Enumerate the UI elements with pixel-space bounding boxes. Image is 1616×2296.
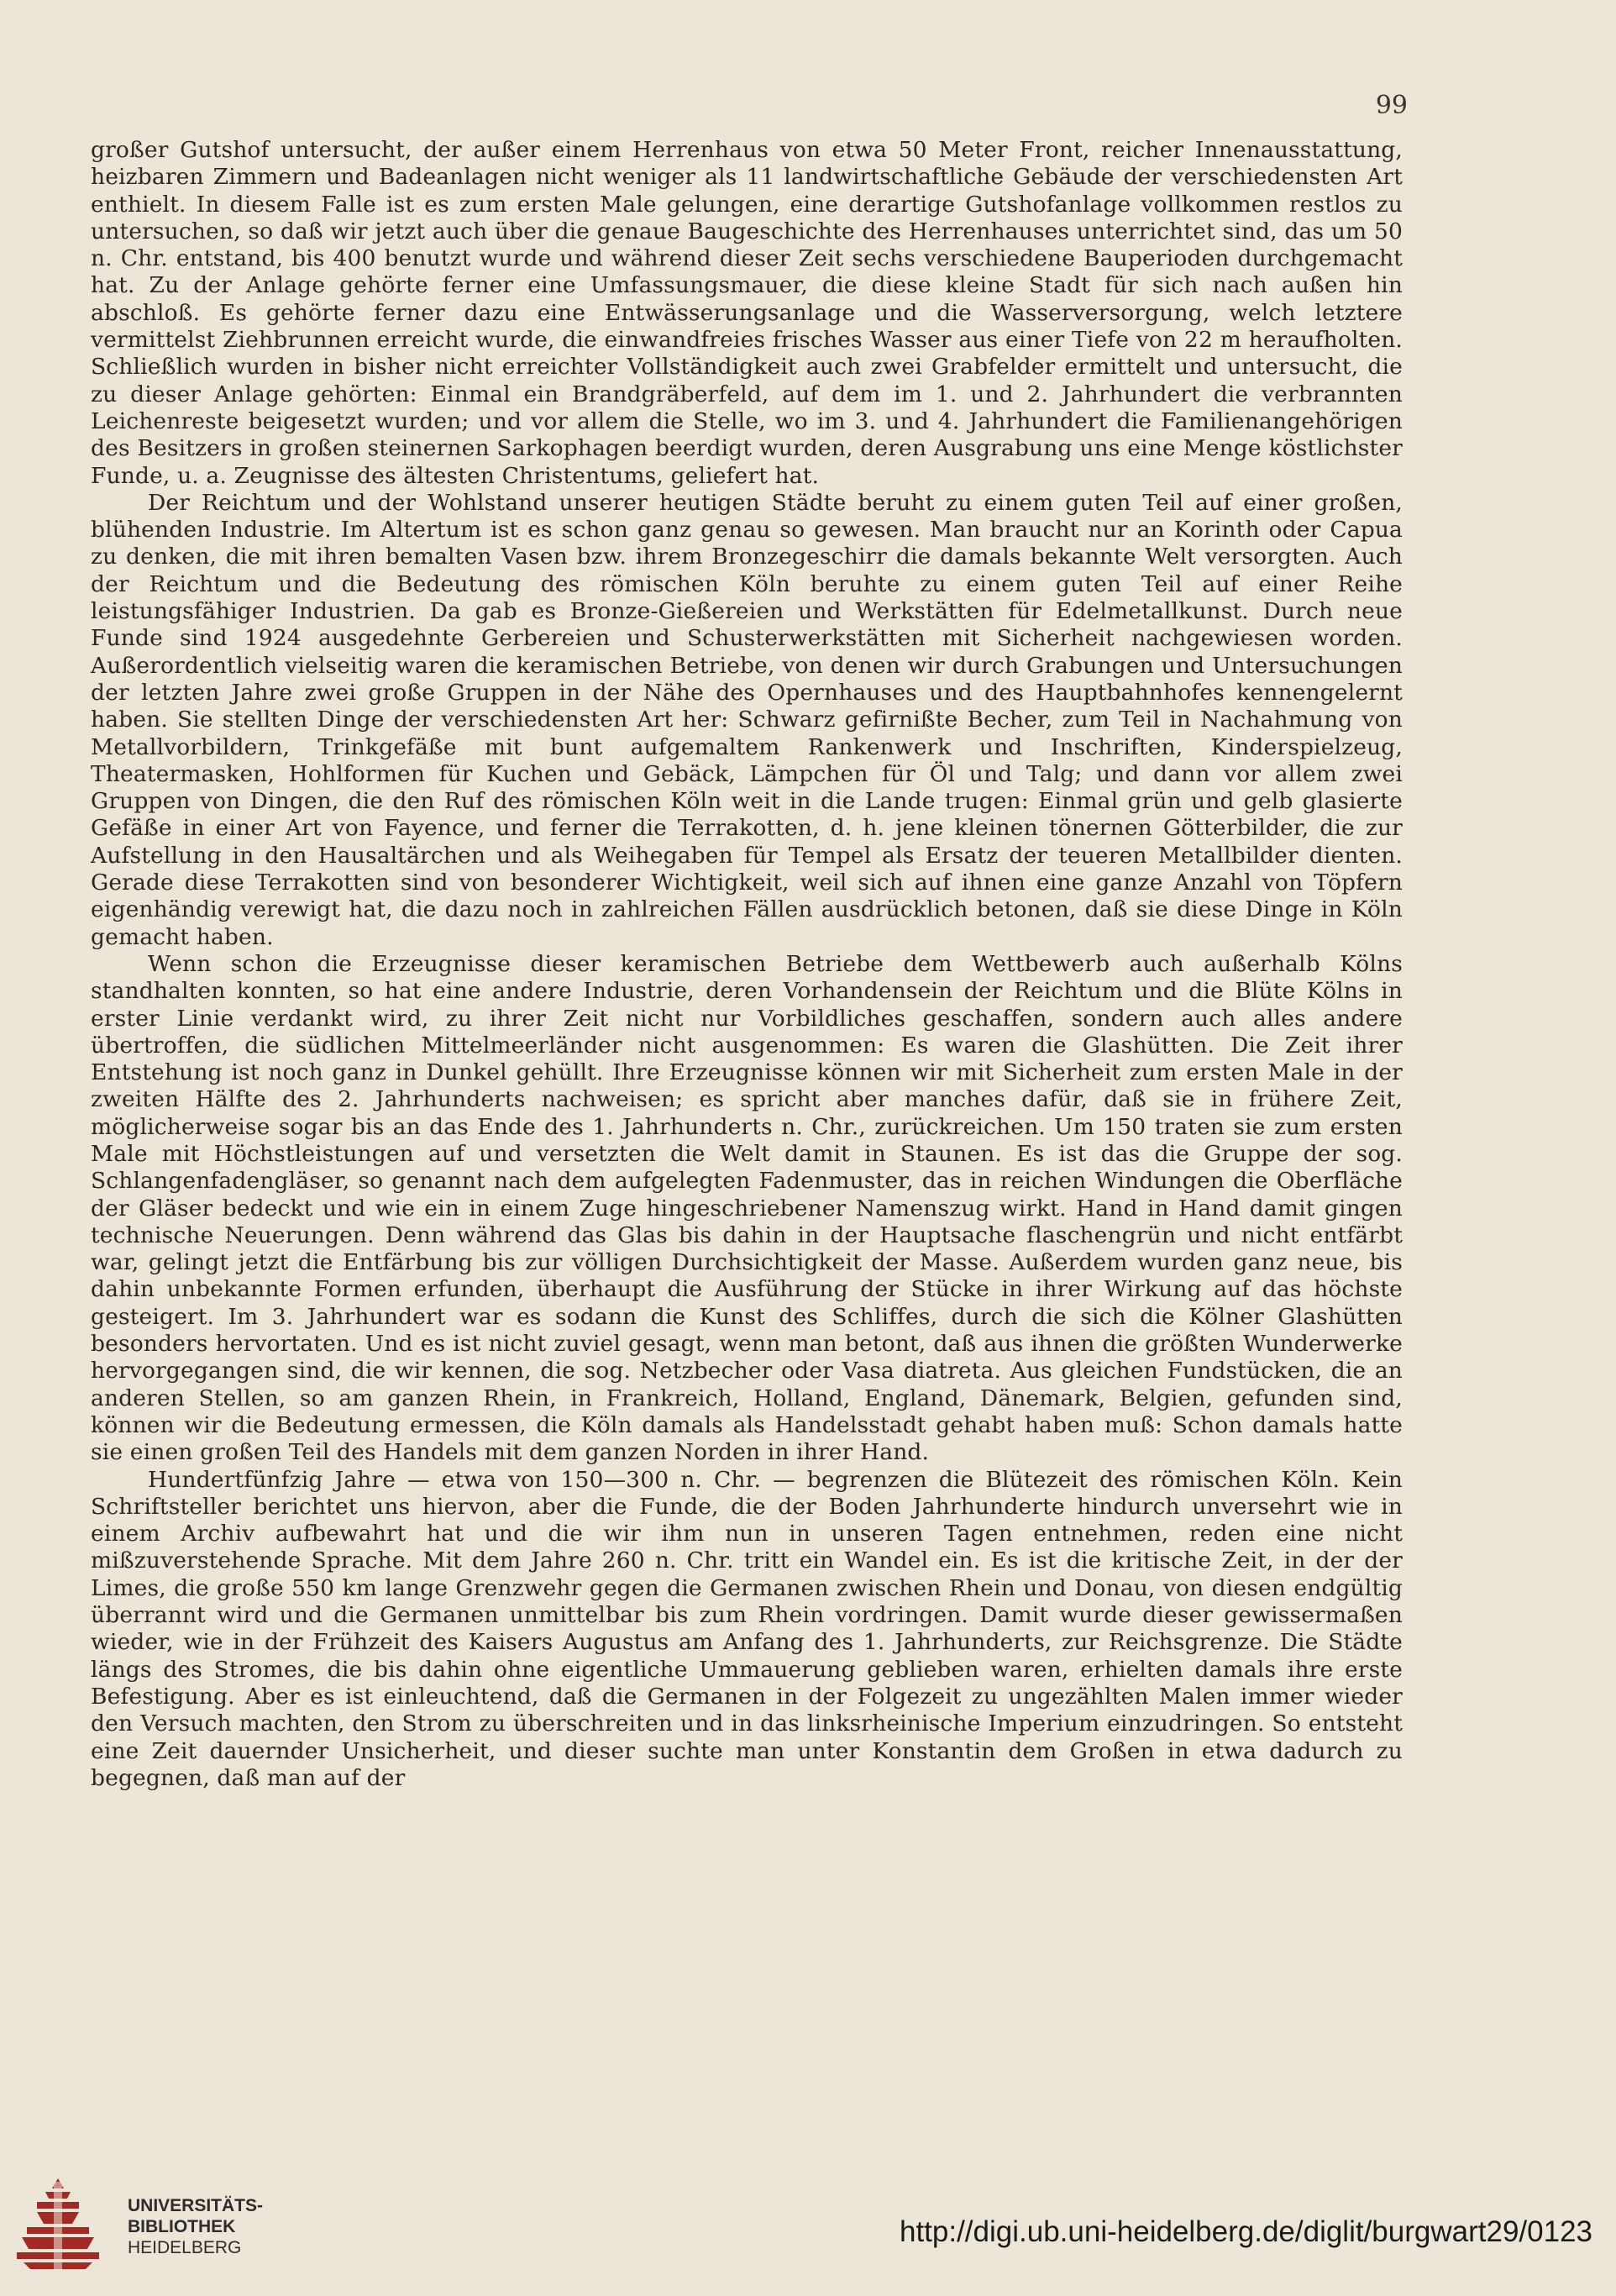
- paragraph-4: Hundertfünfzig Jahre — etwa von 150—300 n. Chr. — begrenzen die Blütezeit des römischen Köln. Kein Schriftsteller berichtet uns hiervon, aber die Funde, die der Boden Jahrhunderte hindurch unversehrt wie in einem Archiv aufbewahrt hat und die wir ihm nun in unseren Tagen entnehmen, reden eine nicht mißzuverstehende Sprache. Mit dem Jahre 260 n. Chr. tritt ein Wandel ein. Es ist die kritische Zeit, in der der Limes, die große 550 km lange Grenzwehr gegen die Germanen zwischen Rhein und Donau, von diesen endgültig überrannt wird und die Germanen unmittelbar bis zum Rhein vordringen. Damit wurde dieser gewissermaßen wieder, wie in der Frühzeit des Kaisers Augustus am Anfang des 1. Jahrhunderts, zur Reichsgrenze. Die Städte längs des Stromes, die bis dahin ohne eigentliche Ummauerung geblieben waren, erhielten damals ihre erste Befestigung. Aber es ist einleuchtend, daß die Germanen in der Folgezeit zu ungezählten Malen immer wieder den Versuch machten, den Strom zu überschreiten und in das linksrheinische Imperium einzudringen. So entsteht eine Zeit dauernder Unsicherheit, und dieser suchte man unter Konstantin dem Großen in etwa dadurch zu begegnen, daß man auf der: [91, 1466, 1403, 1791]
- footer: [0, 2162, 1616, 2296]
- page-number: 99: [1375, 91, 1408, 120]
- paragraph-2: Der Reichtum und der Wohlstand unserer heutigen Städte beruht zu einem guten Teil auf einer großen, blühenden Industrie. Im Altertum ist es schon ganz genau so gewesen. Man braucht nur an Korinth oder Capua zu denken, die mit ihren bemalten Vasen bzw. ihrem Bronzegeschirr die damals bekannte Welt versorgten. Auch der Reichtum und die Bedeutung des römischen Köln beruhte zu einem guten Teil auf einer Reihe leistungsfähiger Industrien. Da gab es Bronze-Gießereien und Werkstätten für Edelmetallkunst. Durch neue Funde sind 1924 ausgedehnte Gerbereien und Schusterwerkstätten mit Sicherheit nachgewiesen worden. Außerordentlich vielseitig waren die keramischen Betriebe, von denen wir durch Grabungen und Untersuchungen der letzten Jahre zwei große Gruppen in der Nähe des Opernhauses und des Hauptbahnhofes kennengelernt haben. Sie stellten Dinge der verschiedensten Art her: Schwarz gefirnißte Becher, zum Teil in Nachahmung von Metallvorbildern, Trinkgefäße mit bunt aufgemaltem Rankenwerk und Inschriften, Kinderspielzeug, Theatermasken, Hohlformen für Kuchen und Gebäck, Lämpchen für Öl und Talg; und dann vor allem zwei Gruppen von Dingen, die den Ruf des römischen Köln weit in die Lande trugen: Einmal grün und gelb glasierte Gefäße in einer Art von Fayence, und ferner die Terrakotten, d. h. jene kleinen tönernen Götterbilder, die zur Aufstellung in den Hausaltärchen und als Weihegaben für Tempel als Ersatz der teueren Metallbilder dienten. Gerade diese Terrakotten sind von besonderer Wichtigkeit, weil sich auf ihnen eine ganze Anzahl von Töpfern eigenhändig verewigt hat, die dazu noch in zahlreichen Fällen ausdrücklich betonen, daß sie diese Dinge in Köln gemacht haben.: [91, 489, 1403, 950]
- paragraph-3: Wenn schon die Erzeugnisse dieser keramischen Betriebe dem Wettbewerb auch außerhalb Kölns standhalten konnten, so hat eine andere Industrie, deren Vorhandensein der Reichtum und die Blüte Kölns in erster Linie verdankt wird, zu ihrer Zeit nicht nur Vorbildliches geschaffen, sondern auch alles andere übertroffen, die südlichen Mittelmeerländer nicht ausgenommen: Es waren die Glashütten. Die Zeit ihrer Entstehung ist noch ganz in Dunkel gehüllt. Ihre Erzeugnisse können wir mit Sicherheit zum ersten Male in der zweiten Hälfte des 2. Jahrhunderts nachweisen; es spricht aber manches dafür, daß sie in frühere Zeit, möglicherweise sogar bis an das Ende des 1. Jahrhunderts n. Chr., zurückreichen. Um 150 traten sie zum ersten Male mit Höchstleistungen auf und versetzten die Welt damit in Staunen. Es ist das die Gruppe der sog. Schlangenfadengläser, so genannt nach dem aufgelegten Fadenmuster, das in reichen Windungen die Oberfläche der Gläser bedeckt und wie ein in einem Zuge hingeschriebener Namenszug wirkt. Hand in Hand damit gingen technische Neuerungen. Denn während das Glas bis dahin in der Hauptsache flaschengrün und nicht entfärbt war, gelingt jetzt die Entfärbung bis zur völligen Durchsichtigkeit der Masse. Außerdem wurden ganz neue, bis dahin unbekannte Formen erfunden, überhaupt die Ausführung der Stücke in ihrer Wirkung auf das höchste gesteigert. Im 3. Jahrhundert war es sodann die Kunst des Schliffes, durch die sich die Kölner Glashütten besonders hervortaten. Und es ist nicht zuviel gesagt, wenn man betont, daß aus ihnen die größten Wunderwerke hervorgegangen sind, die wir kennen, die sog. Netzbecher oder Vasa diatreta. Aus gleichen Fundstücken, die an anderen Stellen, so am ganzen Rhein, in Frankreich, Holland, England, Dänemark, Belgien, gefunden sind, können wir die Bedeutung ermessen, die Köln damals als Handelsstadt gehabt haben muß: Schon damals hatte sie einen großen Teil des Handels mit dem ganzen Norden in ihrer Hand.: [91, 950, 1403, 1466]
- library-name-line-3: HEIDELBERG: [128, 2238, 242, 2257]
- library-name-line-1: UNIVERSITÄTS-: [128, 2196, 264, 2215]
- library-name: [128, 2195, 263, 2258]
- source-url-link[interactable]: http://digi.ub.uni-heidelberg.de/diglit/burgwart29/0123: [899, 2215, 1592, 2248]
- university-seal-icon: [12, 2172, 104, 2272]
- library-name-line-2: BIBLIOTHEK: [128, 2217, 236, 2236]
- paragraph-1: großer Gutshof untersucht, der außer einem Herrenhaus von etwa 50 Meter Front, reicher Innenausstattung, heizbaren Zimmern und Badeanlagen nicht weniger als 11 landwirtschaftliche Gebäude der verschiedensten Art enthielt. In diesem Falle ist es zum ersten Male gelungen, eine derartige Gutshofanlage vollkommen restlos zu untersuchen, so daß wir jetzt auch über die genaue Baugeschichte des Herrenhauses unterrichtet sind, das um 50 n. Chr. entstand, bis 400 benutzt wurde und während dieser Zeit sechs verschiedene Bauperioden durchgemacht hat. Zu der Anlage gehörte ferner eine Umfassungsmauer, die diese kleine Stadt für sich nach außen hin abschloß. Es gehörte ferner dazu eine Entwässerungsanlage und die Wasserversorgung, welch letztere vermittelst Ziehbrunnen erreicht wurde, die einwandfreies frisches Wasser aus einer Tiefe von 22 m heraufholten. Schließlich wurden in bisher nicht erreichter Vollständigkeit auch zwei Grabfelder ermittelt und untersucht, die zu dieser Anlage gehörten: Einmal ein Brandgräberfeld, auf dem im 1. und 2. Jahrhundert die verbrannten Leichenreste beigesetzt wurden; und vor allem die Stelle, wo im 3. und 4. Jahrhundert die Familienangehörigen des Besitzers in großen steinernen Sarkophagen beerdigt wurden, deren Ausgrabung uns eine Menge köstlichster Funde, u. a. Zeugnisse des ältesten Christentums, geliefert hat.: [91, 137, 1403, 489]
- body-text: [91, 137, 1403, 1792]
